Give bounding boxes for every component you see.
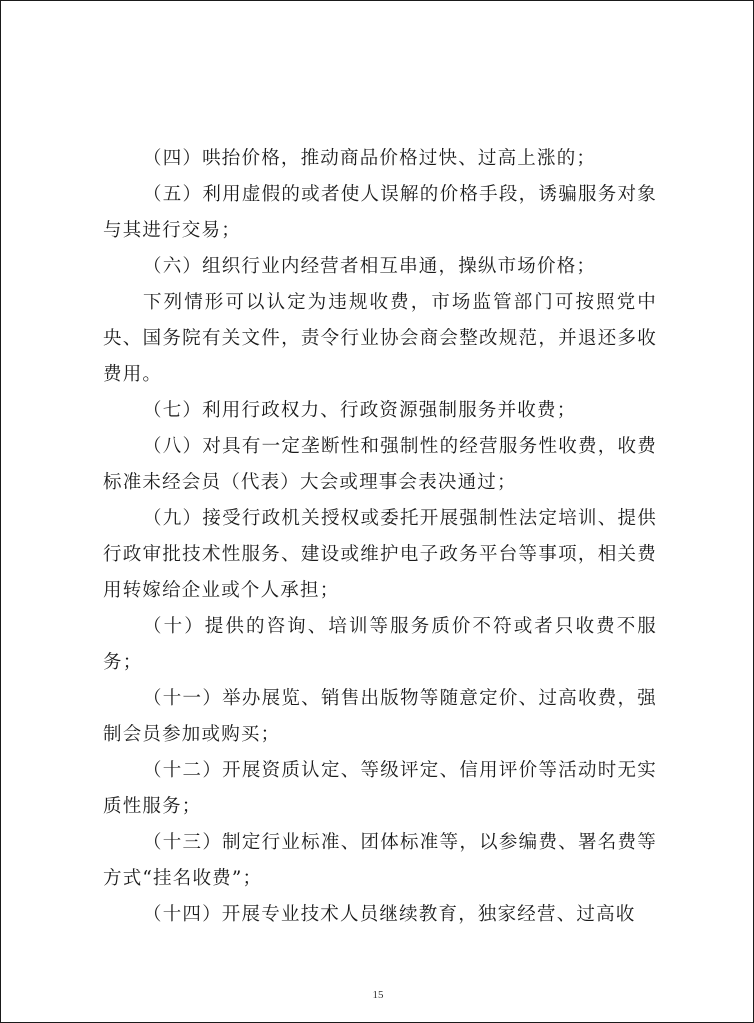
paragraph-item-9: （九）接受行政机关授权或委托开展强制性法定培训、提供行政审批技术性服务、建设或维护电子政务平台等事项，相关费用转嫁给企业或个人承担； [103, 508, 657, 601]
paragraph-item-12: （十二）开展资质认定、等级评定、信用评价等活动时无实质性服务； [103, 760, 657, 817]
paragraph-item-10: （十）提供的咨询、培训等服务质价不符或者只收费不服务； [103, 616, 657, 673]
paragraph-item-4: （四）哄抬价格，推动商品价格过快、过高上涨的； [143, 148, 597, 169]
paragraph-item-5: （五）利用虚假的或者使人误解的价格手段，诱骗服务对象与其进行交易； [103, 184, 657, 241]
document-body [103, 141, 657, 933]
paragraph-item-11: （十一）举办展览、销售出版物等随意定价、过高收费，强制会员参加或购买； [103, 688, 657, 745]
paragraph-item-6: （六）组织行业内经营者相互串通，操纵市场价格； [143, 256, 597, 277]
paragraph-item-7: （七）利用行政权力、行政资源强制服务并收费； [143, 400, 577, 421]
page-number: 15 [372, 989, 384, 1001]
paragraph-item-14: （十四）开展专业技术人员继续教育，独家经营、过高收 [143, 904, 636, 925]
paragraph-item-13: （十三）制定行业标准、团体标准等，以参编费、署名费等方式“挂名收费”； [103, 832, 657, 889]
paragraph-item-8: （八）对具有一定垄断性和强制性的经营服务性收费，收费标准未经会员（代表）大会或理事会表决通过； [103, 436, 657, 493]
paragraph-violation-intro: 下列情形可以认定为违规收费，市场监管部门可按照党中央、国务院有关文件，责令行业协会商会整改规范，并退还多收费用。 [103, 292, 657, 385]
